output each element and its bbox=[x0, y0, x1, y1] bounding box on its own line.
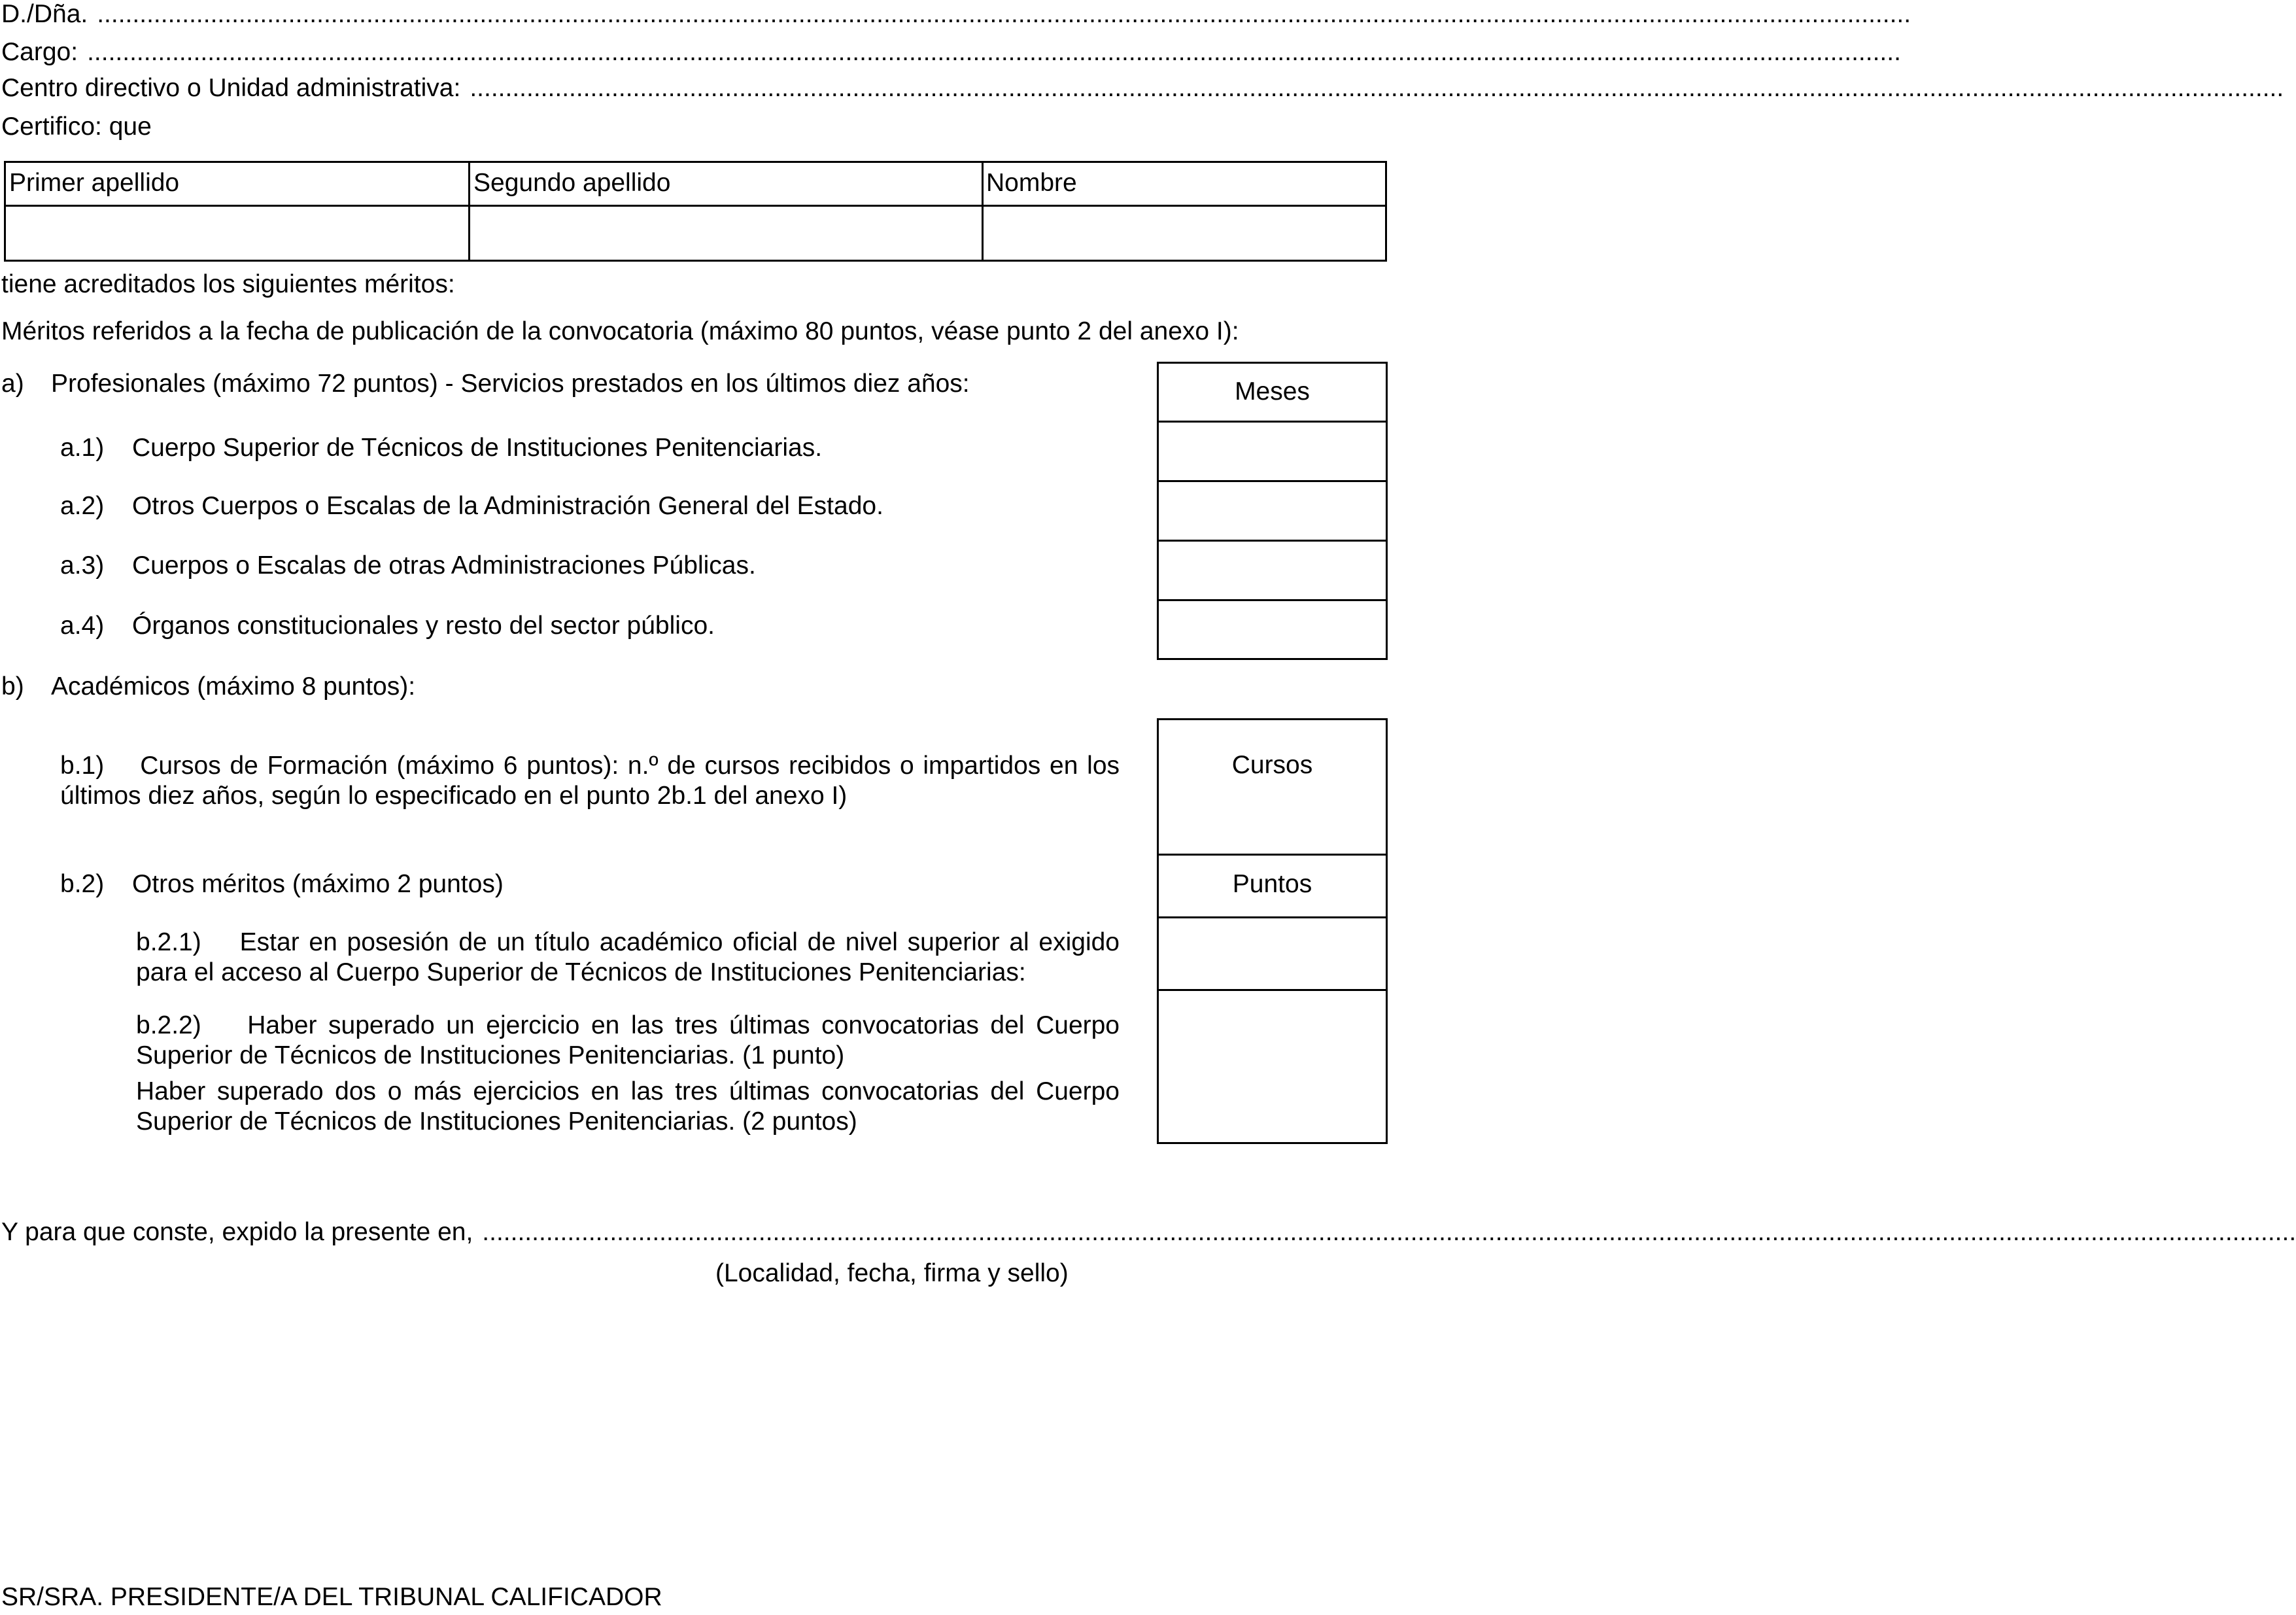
section-b-letter: b) bbox=[1, 672, 24, 701]
expido-field[interactable]: ................................................................................................................................................................................................................................................................ bbox=[482, 1218, 2296, 1246]
b22-paragraph-2: Haber superado dos o más ejercicios en las tres últimas convocatorias del Cuerpo Superior de Técnicos de Instituciones Penitenciarias. (2 puntos) bbox=[136, 1077, 1120, 1136]
input-nombre[interactable] bbox=[984, 207, 1386, 260]
a2-text: Otros Cuerpos o Escalas de la Administración General del Estado. bbox=[132, 492, 883, 520]
b21-text: Estar en posesión de un título académico oficial de nivel superior al exigido para el acceso al Cuerpo Superior de Técnicos de Instituciones Penitenciarias: bbox=[136, 928, 1120, 986]
a1-code: a.1) bbox=[60, 434, 105, 462]
puntos-input-b21[interactable] bbox=[1159, 918, 1386, 988]
b1-code: b.1) bbox=[60, 752, 105, 780]
intro-text: tiene acreditados los siguientes méritos: bbox=[1, 270, 455, 298]
meses-input-a2[interactable] bbox=[1159, 482, 1386, 538]
meses-input-a1[interactable] bbox=[1159, 423, 1386, 479]
input-primer-apellido[interactable] bbox=[6, 207, 467, 260]
addressee: SR/SRA. PRESIDENTE/A DEL TRIBUNAL CALIFICADOR bbox=[1, 1583, 662, 1611]
cargo-field[interactable]: ................................................................................................................................................................................................................................................................ bbox=[87, 38, 1901, 66]
b1-text: Cursos de Formación (máximo 6 puntos): n.º de cursos recibidos o impartidos en los últimos diez años, según lo especificado en el punto 2b.1 del anexo I) bbox=[60, 752, 1120, 810]
a2-code: a.2) bbox=[60, 492, 105, 520]
section-a-letter: a) bbox=[1, 370, 24, 398]
puntos-input-b22[interactable] bbox=[1159, 991, 1386, 1143]
expido-label: Y para que conste, expido la presente en, bbox=[1, 1218, 473, 1246]
section-b-title: Académicos (máximo 8 puntos): bbox=[51, 672, 416, 701]
localidad-caption: (Localidad, fecha, firma y sello) bbox=[715, 1259, 1069, 1287]
b21-code: b.2.1) bbox=[136, 928, 201, 956]
col-header-nombre: Nombre bbox=[986, 169, 1077, 197]
name-line bbox=[1, 0, 1911, 31]
expido-line bbox=[1, 1218, 2296, 1249]
cargo-label: Cargo: bbox=[1, 38, 78, 66]
name-field[interactable]: ................................................................................................................................................................................................................................................................ bbox=[97, 0, 1911, 28]
cursos-input[interactable] bbox=[1159, 788, 1386, 852]
meses-input-a3[interactable] bbox=[1159, 542, 1386, 598]
col-header-primer-apellido: Primer apellido bbox=[9, 169, 180, 197]
b1-paragraph bbox=[60, 751, 1120, 811]
meses-input-a4[interactable] bbox=[1159, 601, 1386, 659]
b22-code: b.2.2) bbox=[136, 1011, 201, 1039]
b2-code: b.2) bbox=[60, 870, 105, 898]
b21-paragraph bbox=[136, 928, 1120, 988]
name-label: D./Dña. bbox=[1, 0, 88, 28]
a3-code: a.3) bbox=[60, 551, 105, 580]
centro-label: Centro directivo o Unidad administrativa: bbox=[1, 74, 461, 102]
a1-text: Cuerpo Superior de Técnicos de Instituciones Penitenciarias. bbox=[132, 434, 823, 462]
a3-text: Cuerpos o Escalas de otras Administraciones Públicas. bbox=[132, 551, 756, 580]
certifico-text: Certifico: que bbox=[1, 113, 152, 141]
cursos-header: Cursos bbox=[1231, 751, 1313, 779]
b22-paragraph bbox=[136, 1011, 1120, 1071]
b2-text: Otros méritos (máximo 2 puntos) bbox=[132, 870, 504, 898]
a4-code: a.4) bbox=[60, 612, 105, 640]
cargo-line bbox=[1, 38, 1901, 69]
cursos-divider bbox=[1157, 854, 1388, 856]
centro-line bbox=[1, 74, 2284, 105]
puntos-header: Puntos bbox=[1232, 870, 1312, 898]
b22-text: Haber superado un ejercicio en las tres últimas convocatorias del Cuerpo Superior de Técnicos de Instituciones Penitenciarias. (1 punto) bbox=[136, 1011, 1120, 1069]
meses-header: Meses bbox=[1235, 377, 1310, 406]
input-segundo-apellido[interactable] bbox=[470, 207, 980, 260]
centro-field[interactable]: ................................................................................................................................................................................................................................................................ bbox=[470, 74, 2284, 102]
meritos-title: Méritos referidos a la fecha de publicación de la convocatoria (máximo 80 puntos, véase punto 2 del anexo I): bbox=[1, 317, 1239, 345]
col-header-segundo-apellido: Segundo apellido bbox=[473, 169, 671, 197]
a4-text: Órganos constitucionales y resto del sector público. bbox=[132, 612, 715, 640]
section-a-title: Profesionales (máximo 72 puntos) - Servicios prestados en los últimos diez años: bbox=[51, 370, 970, 398]
